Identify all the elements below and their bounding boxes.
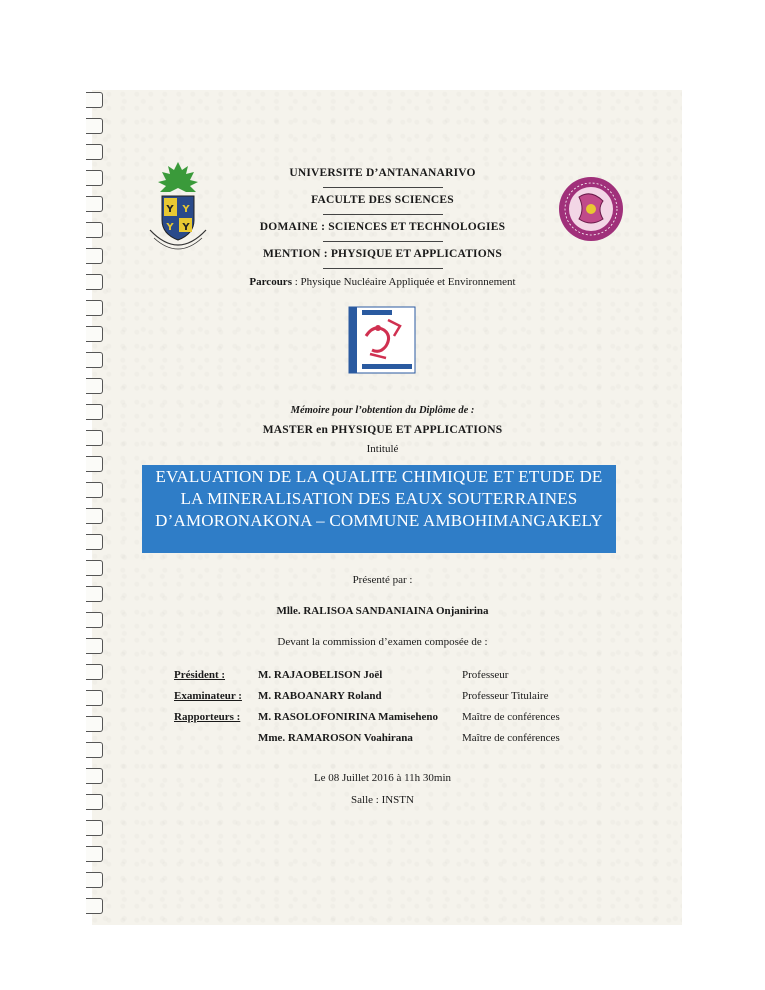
thesis-title-line: LA MINERALISATION DES EAUX SOUTERRAINES	[180, 489, 578, 508]
binding-ring	[86, 352, 103, 368]
separator	[323, 268, 443, 269]
binding-ring	[86, 742, 103, 758]
parcours	[0, 276, 765, 288]
binding-ring	[86, 326, 103, 342]
jury-grade: Maître de conférences	[462, 732, 560, 744]
binding-ring	[86, 664, 103, 680]
faculty-name: FACULTE DES SCIENCES	[311, 194, 454, 206]
separator	[323, 187, 443, 188]
binding-ring	[86, 144, 103, 160]
thesis-title-box	[142, 465, 616, 553]
university-name: UNIVERSITE D’ANTANANARIVO	[289, 167, 476, 179]
binding-ring	[86, 456, 103, 472]
thesis-title-line: EVALUATION DE LA QUALITE CHIMIQUE ET ETUDE DE	[155, 467, 603, 486]
svg-text:Y: Y	[182, 222, 190, 233]
department-emblem-logo	[348, 306, 416, 374]
jury-role: Rapporteurs :	[174, 711, 241, 723]
jury-grade: Professeur Titulaire	[462, 690, 549, 702]
jury-name: M. RABOANARY Roland	[258, 690, 382, 702]
presented-label: Présenté par :	[352, 574, 413, 586]
separator	[323, 241, 443, 242]
binding-ring	[86, 690, 103, 706]
binding-ring	[86, 534, 103, 550]
binding-ring	[86, 586, 103, 602]
intitule: Intitulé	[366, 443, 399, 455]
binding-ring	[86, 508, 103, 524]
memoire-intro: Mémoire pour l’obtention du Diplôme de :	[290, 405, 475, 416]
defense-date: Le 08 Juillet 2016 à 11h 30min	[313, 772, 452, 784]
degree-name: MASTER en PHYSIQUE ET APPLICATIONS	[262, 424, 503, 436]
jury-grade: Maître de conférences	[462, 711, 560, 723]
binding-ring	[86, 118, 103, 134]
parcours-label: Parcours	[249, 276, 292, 288]
binding-ring	[86, 482, 103, 498]
jury-grade: Professeur	[462, 669, 509, 681]
defense-room: Salle : INSTN	[351, 794, 414, 806]
jury-role: Président :	[174, 669, 226, 681]
binding-ring	[86, 300, 103, 316]
thesis-title-line: D’AMORONAKONA – COMMUNE AMBOHIMANGAKELY	[155, 511, 603, 530]
svg-text:Y: Y	[182, 204, 190, 215]
domain-name: DOMAINE : SCIENCES ET TECHNOLOGIES	[259, 221, 506, 233]
binding-ring	[86, 92, 103, 108]
svg-text:Y: Y	[166, 222, 174, 233]
binding-ring	[86, 872, 103, 888]
binding-ring	[86, 898, 103, 914]
svg-text:Y: Y	[166, 204, 174, 215]
binding-ring	[86, 378, 103, 394]
commission-text: Devant la commission d’examen composée de :	[277, 636, 488, 648]
separator	[323, 214, 443, 215]
jury-role: Examinateur :	[174, 690, 242, 702]
binding-ring	[86, 846, 103, 862]
jury-name: M. RAJAOBELISON Joël	[258, 669, 383, 681]
parcours-value: : Physique Nucléaire Appliquée et Environnement	[291, 276, 516, 288]
mention-name: MENTION : PHYSIQUE ET APPLICATIONS	[263, 248, 502, 260]
binding-ring	[86, 716, 103, 732]
binding-ring	[86, 820, 103, 836]
jury-name: Mme. RAMAROSON Voahirana	[258, 732, 413, 744]
jury-name: M. RASOLOFONIRINA Mamiseheno	[258, 711, 438, 723]
author-name: Mlle. RALISOA SANDANIAINA Onjanirina	[276, 605, 489, 617]
